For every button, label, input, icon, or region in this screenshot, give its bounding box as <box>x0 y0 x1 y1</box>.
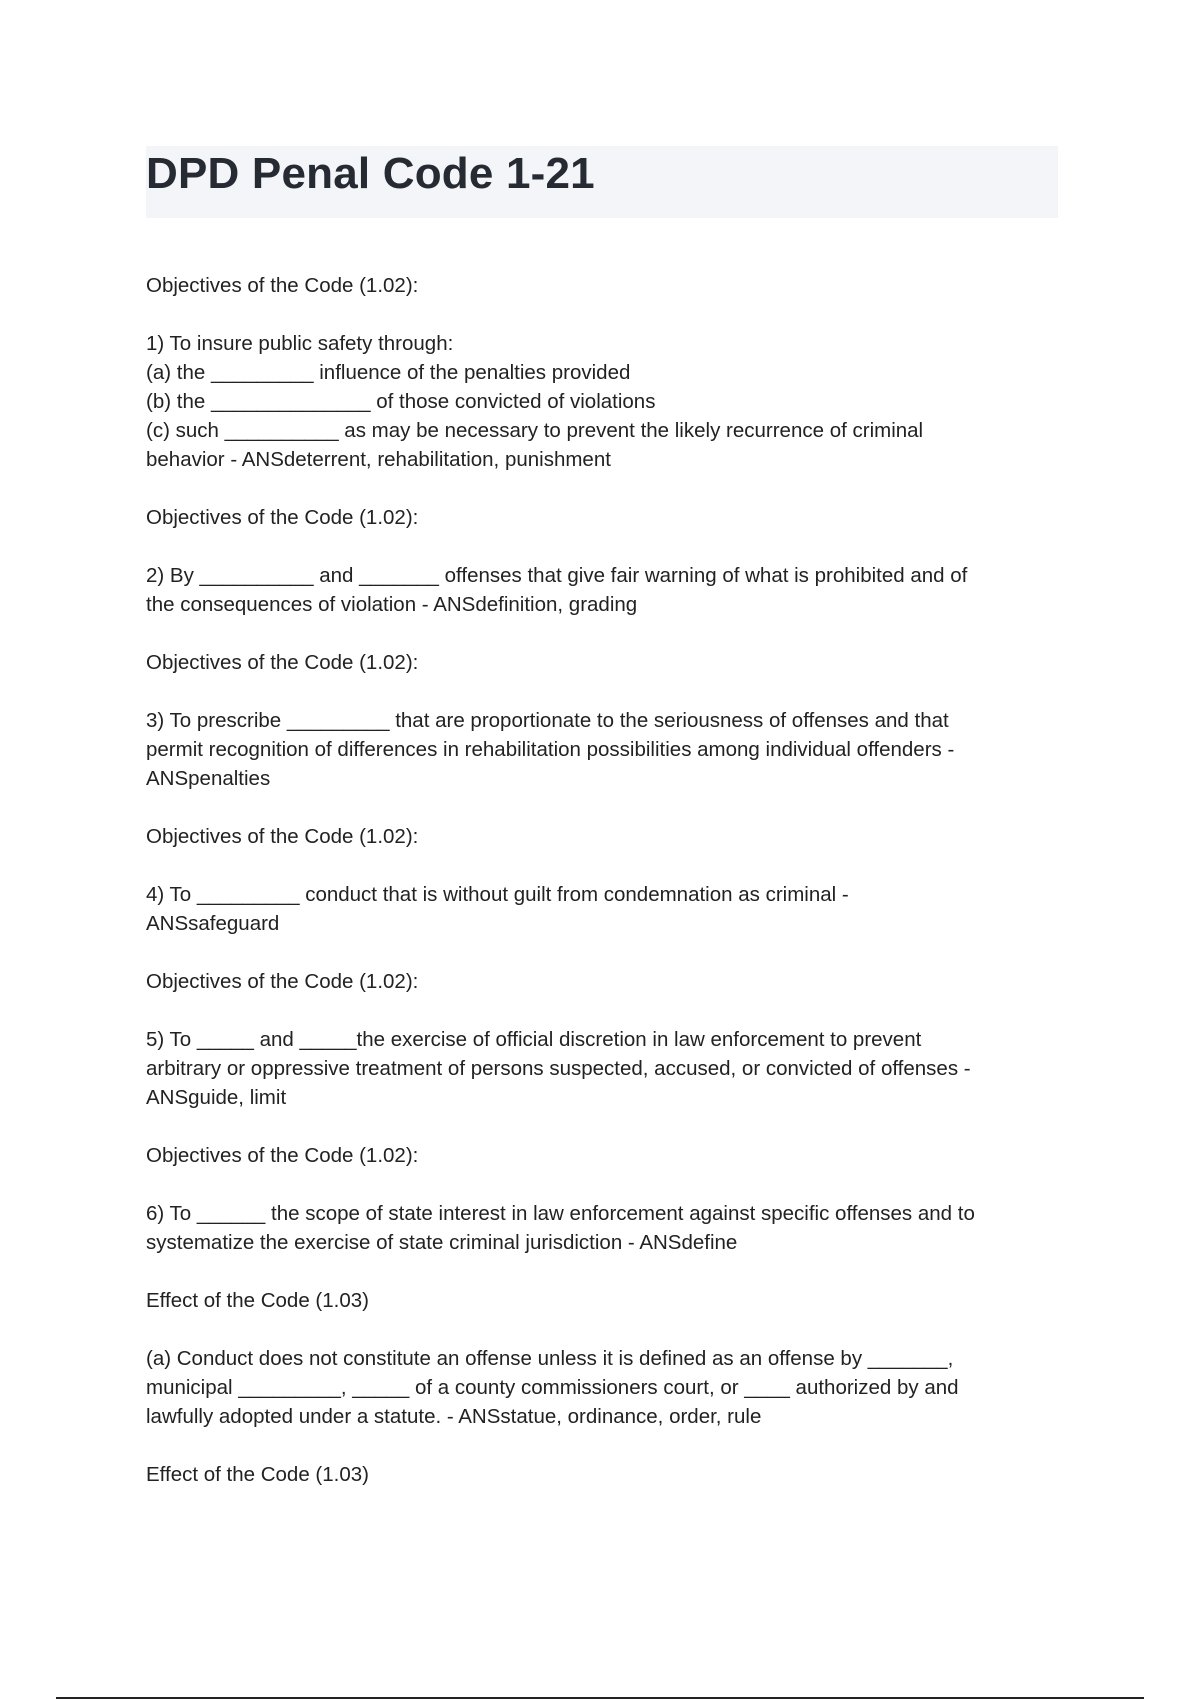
text-line: ANSsafeguard <box>146 912 280 935</box>
blank-line <box>146 938 1058 967</box>
blank-line <box>146 1170 1058 1199</box>
text-line: the consequences of violation - ANSdefinition, grading <box>146 593 638 616</box>
text-line: 3) To prescribe _________ that are proportionate to the seriousness of offenses and that <box>146 709 949 732</box>
text-line: Effect of the Code (1.03) <box>146 1289 369 1312</box>
text-line: (c) such __________ as may be necessary to prevent the likely recurrence of criminal <box>146 419 924 442</box>
blank-line <box>146 793 1058 822</box>
text-line: 1) To insure public safety through: <box>146 332 454 355</box>
document-body <box>146 271 1058 1489</box>
text-line: permit recognition of differences in rehabilitation possibilities among individual offenders - <box>146 738 955 761</box>
document-title: DPD Penal Code 1-21 <box>146 149 595 198</box>
text-line: Objectives of the Code (1.02): <box>146 1144 419 1167</box>
text-line: municipal _________, _____ of a county commissioners court, or ____ authorized by and <box>146 1376 959 1399</box>
text-line: (a) the _________ influence of the penalties provided <box>146 361 631 384</box>
text-line: ANSpenalties <box>146 767 271 790</box>
blank-line <box>146 619 1058 648</box>
text-line: ANSguide, limit <box>146 1086 287 1109</box>
blank-line <box>146 1257 1058 1286</box>
text-line: behavior - ANSdeterrent, rehabilitation, punishment <box>146 448 611 471</box>
text-line: arbitrary or oppressive treatment of persons suspected, accused, or convicted of offenses - <box>146 1057 971 1080</box>
footer-divider <box>56 1697 1144 1699</box>
text-line: Objectives of the Code (1.02): <box>146 274 419 297</box>
blank-line <box>146 1112 1058 1141</box>
title-banner <box>146 146 1058 218</box>
blank-line <box>146 532 1058 561</box>
blank-line <box>146 677 1058 706</box>
text-line: 4) To _________ conduct that is without guilt from condemnation as criminal - <box>146 883 849 906</box>
text-line: 5) To _____ and _____the exercise of official discretion in law enforcement to prevent <box>146 1028 922 1051</box>
blank-line <box>146 851 1058 880</box>
text-line: (b) the ______________ of those convicted of violations <box>146 390 656 413</box>
text-line: lawfully adopted under a statute. - ANSstatue, ordinance, order, rule <box>146 1405 762 1428</box>
blank-line <box>146 1315 1058 1344</box>
text-line: Effect of the Code (1.03) <box>146 1463 369 1486</box>
text-line: Objectives of the Code (1.02): <box>146 970 419 993</box>
blank-line <box>146 474 1058 503</box>
blank-line <box>146 996 1058 1025</box>
text-line: systematize the exercise of state criminal jurisdiction - ANSdefine <box>146 1231 738 1254</box>
blank-line <box>146 300 1058 329</box>
text-line: Objectives of the Code (1.02): <box>146 825 419 848</box>
text-line: 2) By __________ and _______ offenses that give fair warning of what is prohibited and of <box>146 564 968 587</box>
blank-line <box>146 1431 1058 1460</box>
text-line: 6) To ______ the scope of state interest in law enforcement against specific offenses and to <box>146 1202 975 1225</box>
text-line: (a) Conduct does not constitute an offense unless it is defined as an offense by _______, <box>146 1347 954 1370</box>
text-line: Objectives of the Code (1.02): <box>146 651 419 674</box>
text-line: Objectives of the Code (1.02): <box>146 506 419 529</box>
